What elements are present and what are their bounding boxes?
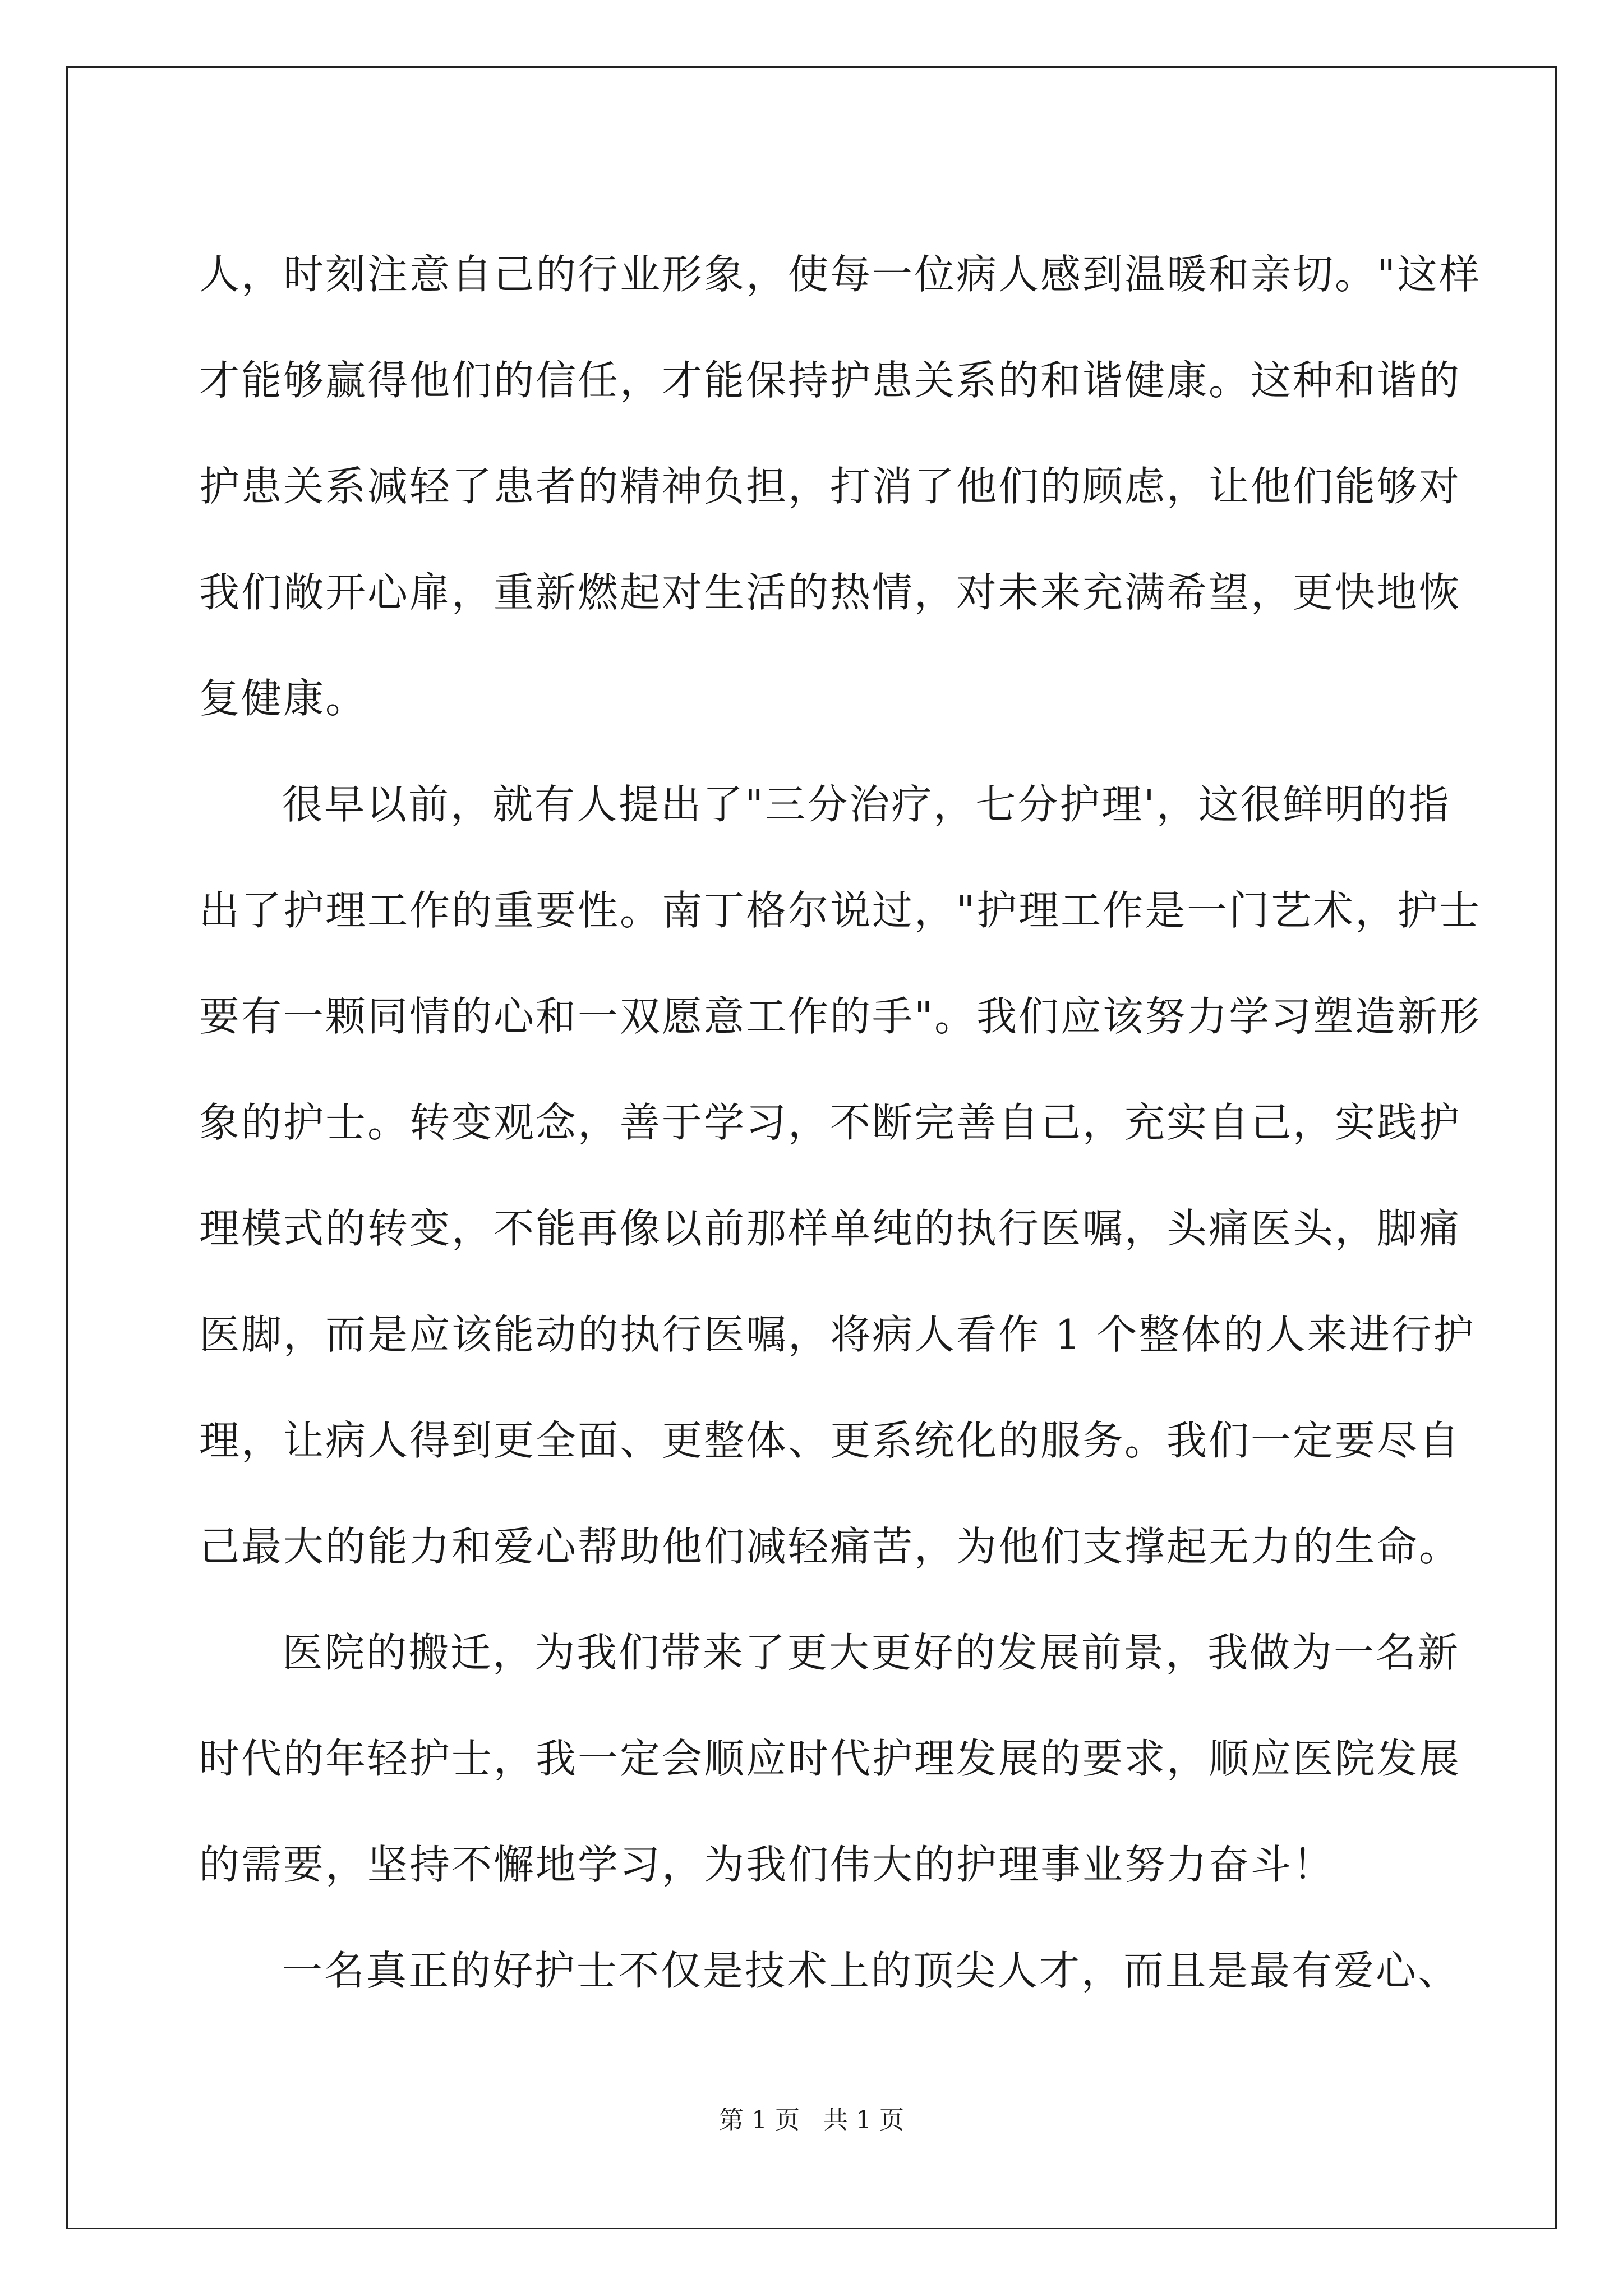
text-line: 护患关系减轻了患者的精神负担，打消了他们的顾虑，让他们能够对: [199, 463, 1461, 510]
paragraph-first-line: 医院的搬迁，为我们带来了更大更好的发展前景，我做为一名新: [282, 1629, 1460, 1676]
text-line: 理模式的转变，不能再像以前那样单纯的执行医嘱，头痛医头，脚痛: [199, 1205, 1461, 1252]
text-line: 象的护士。转变观念，善于学习，不断完善自己，充实自己，实践护: [199, 1099, 1461, 1146]
paragraph-first-line: 很早以前，就有人提出了"三分治疗，七分护理'，这很鲜明的指: [282, 781, 1451, 828]
text-line: 出了护理工作的重要性。南丁格尔说过，"护理工作是一门艺术，护士: [199, 887, 1482, 934]
text-line: 时代的年轻护士，我一定会顺应时代护理发展的要求，顺应医院发展: [199, 1735, 1461, 1782]
text-line: 才能够赢得他们的信任，才能保持护患关系的和谐健康。这种和谐的: [199, 357, 1461, 404]
text-line: 我们敞开心扉，重新燃起对生活的热情，对未来充满希望，更快地恢: [199, 569, 1461, 616]
document-body: [199, 222, 1482, 2024]
page-footer: 第 1 页 共 1 页: [719, 2106, 904, 2134]
paragraph-first-line: 一名真正的好护士不仅是技术上的顶尖人才，而且是最有爱心、: [282, 1947, 1460, 1994]
text-line: 人，时刻注意自己的行业形象，使每一位病人感到温暖和亲切。"这样: [199, 251, 1482, 298]
text-line: 理，让病人得到更全面、更整体、更系统化的服务。我们一定要尽自: [199, 1417, 1461, 1464]
text-line: 医脚，而是应该能动的执行医嘱，将病人看作 1 个整体的人来进行护: [199, 1311, 1476, 1358]
text-line: 的需要，坚持不懈地学习，为我们伟大的护理事业努力奋斗！: [199, 1841, 1335, 1888]
text-line: 要有一颗同情的心和一双愿意工作的手"。我们应该努力学习塑造新形: [199, 993, 1482, 1040]
text-line: 己最大的能力和爱心帮助他们减轻痛苦，为他们支撑起无力的生命。: [199, 1523, 1461, 1570]
text-line: 复健康。: [199, 675, 368, 722]
